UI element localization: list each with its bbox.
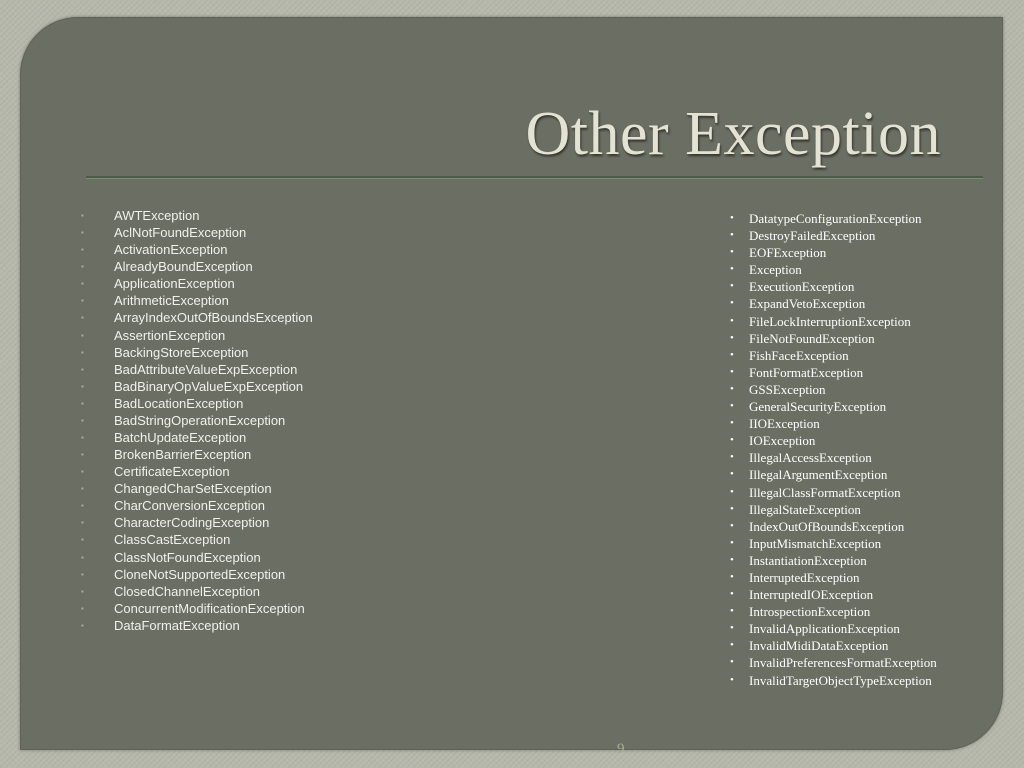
list-item-label: BadBinaryOpValueExpException — [114, 378, 304, 394]
list-item-label: InvalidTargetObjectTypeException — [749, 672, 932, 688]
list-item-label: GeneralSecurityException — [749, 399, 887, 415]
list-item — [730, 244, 937, 261]
list-item-label: ArrayIndexOutOfBoundsException — [114, 310, 313, 326]
bullet-icon: • — [730, 280, 734, 293]
list-item — [81, 514, 313, 531]
list-item — [730, 210, 937, 227]
list-item-label: InterruptedIOException — [749, 587, 874, 603]
list-item — [81, 463, 313, 480]
list-item-label: BrokenBarrierException — [114, 447, 252, 463]
list-item — [81, 566, 313, 583]
list-item-label: IntrospectionException — [749, 604, 871, 620]
list-item-label: IOException — [749, 433, 816, 449]
bullet-icon: ▪ — [81, 433, 84, 443]
list-item — [730, 432, 937, 449]
bullet-icon: ▪ — [81, 569, 84, 579]
bullet-icon: • — [730, 673, 734, 686]
title-divider — [86, 176, 983, 179]
bullet-icon: • — [730, 588, 734, 601]
list-item — [81, 429, 313, 446]
bullet-icon: ▪ — [81, 347, 84, 357]
list-item — [730, 586, 937, 603]
bullet-icon: ▪ — [81, 398, 84, 408]
list-item-label: AclNotFoundException — [114, 225, 247, 241]
bullet-icon: • — [730, 382, 734, 395]
bullet-icon: • — [730, 451, 734, 464]
bullet-icon: ▪ — [81, 364, 84, 374]
list-item-label: BackingStoreException — [114, 344, 249, 360]
list-item-label: ClassCastException — [114, 532, 231, 548]
bullet-icon: ▪ — [81, 586, 84, 596]
list-item-label: InstantiationException — [749, 552, 867, 568]
list-item — [81, 258, 313, 275]
list-item — [730, 227, 937, 244]
list-item-label: BatchUpdateException — [114, 430, 247, 446]
list-item — [81, 327, 313, 344]
list-item — [81, 292, 313, 309]
list-item — [81, 412, 313, 429]
list-item — [81, 378, 313, 395]
list-item-label: ChangedCharSetException — [114, 481, 272, 497]
bullet-icon: ▪ — [81, 211, 84, 220]
list-item-label: Exception — [749, 262, 802, 278]
list-item — [730, 313, 937, 330]
list-item-label: ArithmeticException — [114, 293, 229, 309]
list-item — [730, 347, 937, 364]
bullet-icon: ▪ — [81, 484, 84, 494]
list-item-label: IllegalClassFormatException — [749, 484, 901, 500]
list-item-label: DatatypeConfigurationException — [749, 211, 922, 226]
bullet-icon: • — [730, 519, 734, 532]
list-item — [81, 344, 313, 361]
bullet-icon: • — [730, 605, 734, 618]
list-item — [81, 446, 313, 463]
list-item — [81, 241, 313, 258]
bullet-icon: ▪ — [81, 296, 84, 306]
bullet-icon: • — [730, 314, 734, 327]
list-item — [730, 484, 937, 501]
bullet-icon: ▪ — [81, 330, 84, 340]
list-item — [81, 395, 313, 412]
bullet-icon: ▪ — [81, 620, 84, 630]
list-item — [81, 531, 313, 548]
list-item — [730, 330, 937, 347]
list-item-label: ExpandVetoException — [749, 296, 866, 312]
list-item-label: FileLockInterruptionException — [749, 313, 911, 329]
bullet-icon: ▪ — [81, 603, 84, 613]
bullet-icon: • — [730, 417, 734, 430]
bullet-icon: • — [730, 622, 734, 635]
list-item — [81, 224, 313, 241]
list-item — [730, 261, 937, 278]
list-item — [730, 620, 937, 637]
bullet-icon: • — [730, 348, 734, 361]
list-item — [81, 275, 313, 292]
bullet-icon: • — [730, 468, 734, 481]
bullet-icon: • — [730, 570, 734, 583]
bullet-icon: ▪ — [81, 450, 84, 460]
list-item-label: ExecutionException — [749, 279, 855, 295]
list-item-label: IndexOutOfBoundsException — [749, 518, 905, 534]
list-item — [81, 480, 313, 497]
bullet-icon: ▪ — [81, 415, 84, 425]
list-item-label: IllegalArgumentException — [749, 467, 888, 483]
bullet-icon: ▪ — [81, 228, 84, 238]
list-item — [730, 278, 937, 295]
bullet-icon: • — [730, 263, 734, 276]
list-item — [730, 381, 937, 398]
list-item — [730, 552, 937, 569]
bullet-icon: • — [730, 536, 734, 549]
list-item — [730, 603, 937, 620]
bullet-icon: • — [730, 212, 734, 224]
bullet-icon: • — [730, 246, 734, 259]
bullet-icon: ▪ — [81, 262, 84, 272]
list-item-label: BadLocationException — [114, 395, 244, 411]
bullet-icon: • — [730, 553, 734, 566]
list-item-label: EOFException — [749, 245, 827, 261]
bullet-icon: ▪ — [81, 313, 84, 323]
list-item-label: CharacterCodingException — [114, 515, 270, 531]
list-item-label: InvalidApplicationException — [749, 621, 900, 637]
list-item-label: CloneNotSupportedException — [114, 566, 286, 582]
bullet-icon: • — [730, 639, 734, 652]
list-item — [730, 672, 937, 689]
list-item — [81, 361, 313, 378]
list-item — [81, 309, 313, 326]
list-item — [730, 637, 937, 654]
list-item-label: AWTException — [114, 208, 200, 223]
list-item-label: FishFaceException — [749, 347, 849, 363]
list-item-label: FontFormatException — [749, 364, 864, 380]
list-item-label: AssertionException — [114, 327, 226, 343]
list-item-label: ConcurrentModificationException — [114, 600, 305, 616]
list-item-label: DataFormatException — [114, 617, 240, 633]
list-item-label: IllegalAccessException — [749, 450, 872, 466]
list-item-label: BadStringOperationException — [114, 412, 286, 428]
bullet-icon: ▪ — [81, 552, 84, 562]
list-item — [730, 518, 937, 535]
slide-panel — [20, 17, 1003, 757]
list-item-label: GSSException — [749, 381, 826, 397]
list-item-label: CertificateException — [114, 464, 230, 480]
bullet-icon: • — [730, 656, 734, 669]
list-item — [81, 600, 313, 617]
bullet-icon: ▪ — [81, 381, 84, 391]
list-item-label: IllegalStateException — [749, 501, 861, 517]
list-item-label: ActivationException — [114, 242, 228, 258]
bullet-icon: ▪ — [81, 501, 84, 511]
list-item — [730, 398, 937, 415]
list-item-label: ClosedChannelException — [114, 583, 260, 599]
list-item — [81, 549, 313, 566]
bullet-icon: • — [730, 400, 734, 413]
bullet-icon: ▪ — [81, 518, 84, 528]
list-item — [730, 569, 937, 586]
list-item-label: InterruptedException — [749, 569, 860, 585]
bullet-icon: ▪ — [81, 245, 84, 255]
list-item-label: IIOException — [749, 416, 820, 432]
list-item — [730, 535, 937, 552]
list-item — [81, 497, 313, 514]
list-item — [730, 415, 937, 432]
page-number: 9 — [617, 741, 625, 757]
list-item-label: InvalidMidiDataException — [749, 638, 889, 654]
bullet-icon: ▪ — [81, 279, 84, 289]
bullet-icon: • — [730, 331, 734, 344]
list-item-label: AlreadyBoundException — [114, 259, 253, 275]
list-item-label: DestroyFailedException — [749, 228, 876, 244]
bullet-icon: • — [730, 229, 734, 242]
bullet-icon: • — [730, 434, 734, 447]
list-item — [730, 364, 937, 381]
list-item-label: ClassNotFoundException — [114, 549, 261, 565]
list-item — [730, 466, 937, 483]
list-item — [81, 617, 313, 634]
list-item-label: InvalidPreferencesFormatException — [749, 655, 937, 671]
list-item — [81, 583, 313, 600]
list-item-label: CharConversionException — [114, 498, 266, 514]
left-exception-list — [81, 207, 313, 634]
list-item — [730, 449, 937, 466]
list-item — [81, 207, 313, 224]
bullet-icon: ▪ — [81, 535, 84, 545]
bullet-icon: • — [730, 485, 734, 498]
list-item — [730, 295, 937, 312]
list-item-label: BadAttributeValueExpException — [114, 361, 298, 377]
slide-title: Other Exception — [525, 100, 941, 168]
bullet-icon: ▪ — [81, 467, 84, 477]
list-item — [730, 501, 937, 518]
list-item — [730, 654, 937, 671]
list-item-label: ApplicationException — [114, 276, 235, 292]
list-item-label: FileNotFoundException — [749, 330, 875, 346]
list-item-label: InputMismatchException — [749, 535, 882, 551]
bullet-icon: • — [730, 365, 734, 378]
right-exception-list — [730, 210, 937, 689]
bullet-icon: • — [730, 297, 734, 310]
bullet-icon: • — [730, 502, 734, 515]
